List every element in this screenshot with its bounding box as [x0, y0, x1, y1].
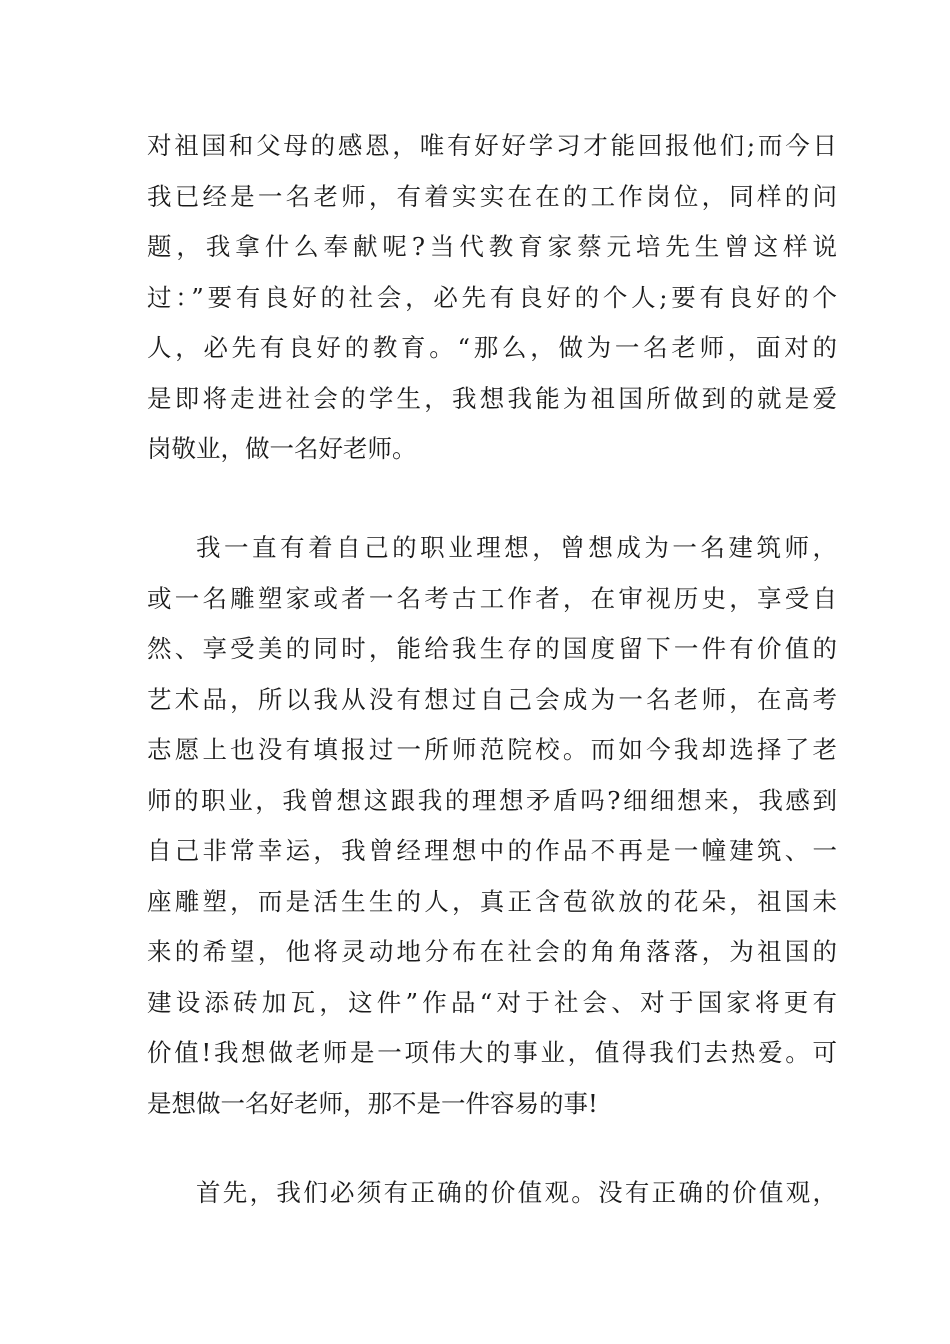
paragraph-1 — [147, 121, 837, 475]
paragraph-line: 座雕塑，而是活生生的人，真正含苞欲放的花朵，祖国未 — [147, 886, 837, 916]
paragraph-line: 我已经是一名老师，有着实实在在的工作岗位，同样的问 — [147, 181, 837, 211]
paragraph-line: 题，我拿什么奉献呢?当代教育家蔡元培先生曾这样说 — [147, 232, 837, 261]
paragraph-line: 然、享受美的同时，能给我生存的国度留下一件有价值的 — [147, 634, 837, 663]
paragraph-line: 价值!我想做老师是一项伟大的事业，值得我们去热爱。可 — [147, 1038, 837, 1067]
paragraph-line: 艺术品，所以我从没有想过自己会成为一名老师，在高考 — [147, 684, 837, 714]
paragraph-line: 首先，我们必须有正确的价值观。没有正确的价值观， — [196, 1178, 837, 1207]
paragraph-line: 人，必先有良好的教育。“那么，做为一名老师，面对的 — [147, 333, 837, 362]
paragraph-line: 我一直有着自己的职业理想，曾想成为一名建筑师， — [196, 533, 837, 562]
paragraph-2 — [147, 523, 837, 1129]
paragraph-line: 志愿上也没有填报过一所师范院校。而如今我却选择了老 — [147, 735, 837, 764]
paragraph-line: 或一名雕塑家或者一名考古工作者，在审视历史，享受自 — [147, 583, 837, 613]
paragraph-line: 过：”要有良好的社会，必先有良好的个人;要有良好的个 — [147, 282, 837, 312]
paragraph-line: 来的希望，他将灵动地分布在社会的角角落落，为祖国的 — [147, 937, 837, 966]
paragraph-line: 对祖国和父母的感恩，唯有好好学习才能回报他们;而今日 — [147, 131, 837, 160]
paragraph-line: 是即将走进社会的学生，我想我能为祖国所做到的就是爱 — [147, 383, 837, 413]
paragraph-line: 建设添砖加瓦，这件”作品“对于社会、对于国家将更有 — [147, 987, 837, 1017]
paragraph-line: 岗敬业，做一名好老师。 — [147, 434, 417, 463]
paragraph-line: 师的职业，我曾想这跟我的理想矛盾吗?细细想来，我感到 — [147, 785, 837, 815]
paragraph-line: 是想做一名好老师，那不是一件容易的事! — [147, 1088, 598, 1118]
paragraph-3 — [147, 1168, 837, 1219]
paragraph-line: 自己非常幸运，我曾经理想中的作品不再是一幢建筑、一 — [147, 836, 837, 865]
